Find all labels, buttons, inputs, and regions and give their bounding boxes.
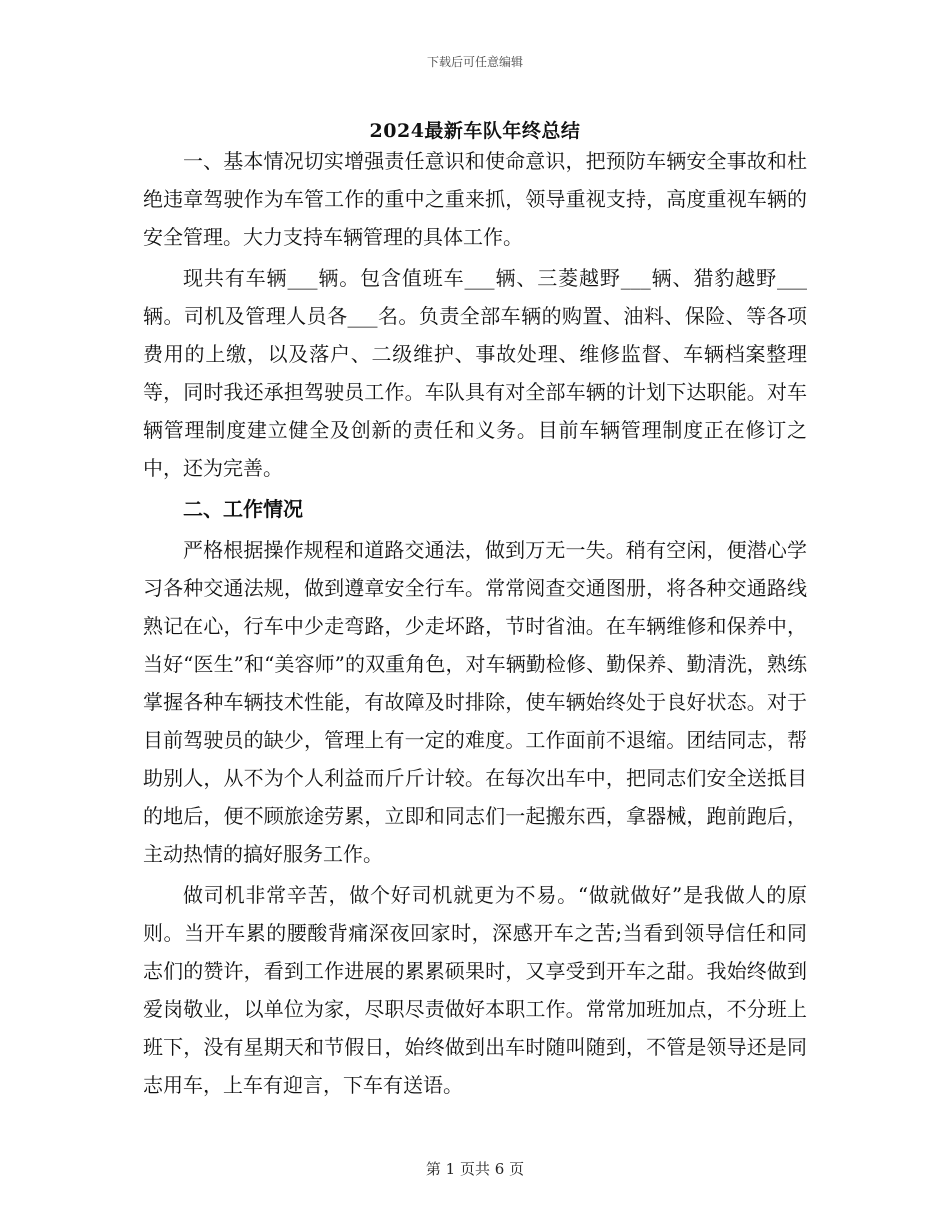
paragraph-work-details: 严格根据操作规程和道路交通法，做到万无一失。稍有空闲，便潜心学习各种交通法规，做到遵章安全行车。常常阅查交通图册，将各种交通路线熟记在心，行车中少走弯路，少走坏路，节时省油。在车辆维修和保养中，当好“医生”和“美容师”的双重角色，对车辆勤检修、勤保养、勤清洗，熟练掌握各种车辆技术性能，有故障及时排除，使车辆始终处于良好状态。对于目前驾驶员的缺少，管理上有一定的难度。工作面前不退缩。团结同志，帮助别人，从不为个人利益而斤斤计较。在每次出车中，把同志们安全送抵目的地后，便不顾旅途劳累，立即和同志们一起搬东西，拿器械，跑前跑后，主动热情的搞好服务工作。 [143,538,807,866]
header-note: 下载后可任意编辑 [426,55,523,69]
paragraph-basic-situation: 一、基本情况切实增强责任意识和使命意识，把预防车辆安全事故和杜绝违章驾驶作为车管工作的重中之重来抓，领导重视支持，高度重视车辆的安全管理。大力支持车辆管理的具体工作。 [143,149,807,249]
paragraph-vehicles: 现共有车辆___辆。包含值班车___辆、三菱越野___辆、猎豹越野___辆。司机及管理人员各___名。负责全部车辆的购置、油料、保险、等各项费用的上缴，以及落户、二级维护、事故处理、维修监督、车辆档案整理等，同时我还承担驾驶员工作。车队具有对全部车辆的计划下达职能。对车辆管理制度建立健全及创新的责任和义务。目前车辆管理制度正在修订之中，还为完善。 [143,266,807,480]
section-heading-work: 二、工作情况 [183,497,303,521]
document-title: 2024最新车队年终总结 [369,120,581,142]
page-number-footer: 第 1 页共 6 页 [425,1160,525,1178]
paragraph-driver-reflection: 做司机非常辛苦，做个好司机就更为不易。“做就做好”是我做人的原则。当开车累的腰酸背痛深夜回家时，深感开车之苦;当看到领导信任和同志们的赞许，看到工作进展的累累硕果时，又享受到开车之甜。我始终做到爱岗敬业，以单位为家，尽职尽责做好本职工作。常常加班加点，不分班上班下，没有星期天和节假日，始终做到出车时随叫随到，不管是领导还是同志用车，上车有迎言，下车有送语。 [143,883,807,1097]
document-body [143,142,807,1107]
